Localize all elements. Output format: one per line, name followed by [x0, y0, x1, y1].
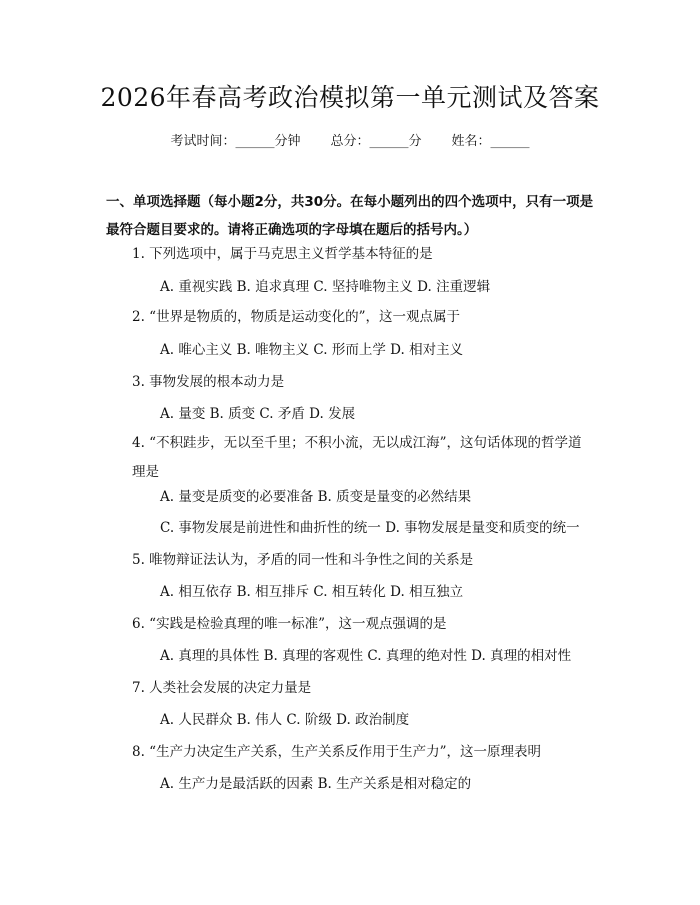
section-heading: 一、单项选择题（每小题2分，共30分。在每小题列出的四个选项中，只有一项是最符合题目要求的。请将正确选项的字母填在题后的括号内。）	[106, 194, 594, 238]
student-name-field: 姓名：______	[451, 134, 530, 149]
question-options: A. 人民群众 B. 伟人 C. 阶级 D. 政治制度	[160, 712, 410, 728]
exam-info-row	[0, 132, 700, 152]
page-title: 2026年春高考政治模拟第一单元测试及答案	[100, 83, 600, 112]
question-options: A. 生产力是最活跃的因素 B. 生产关系是相对稳定的	[160, 776, 472, 792]
question-stem: 5. 唯物辩证法认为，矛盾的同一性和斗争性之间的关系是	[132, 552, 474, 568]
question-stem: 8. “生产力决定生产关系，生产关系反作用于生产力”，这一原理表明	[132, 744, 541, 760]
question-options: A. 重视实践 B. 追求真理 C. 坚持唯物主义 D. 注重逻辑	[160, 279, 491, 295]
question-options: A. 唯心主义 B. 唯物主义 C. 形而上学 D. 相对主义	[160, 342, 464, 358]
question-options: A. 真理的具体性 B. 真理的客观性 C. 真理的绝对性 D. 真理的相对性	[160, 648, 572, 664]
question-stem: 3. 事物发展的根本动力是	[132, 374, 285, 390]
total-score-field: 总分：______分	[330, 134, 422, 149]
question-options: C. 事物发展是前进性和曲折性的统一 D. 事物发展是量变和质变的统一	[160, 520, 580, 536]
question-stem: 6. “实践是检验真理的唯一标准”，这一观点强调的是	[132, 616, 447, 632]
question-stem: 1. 下列选项中，属于马克思主义哲学基本特征的是	[132, 246, 433, 262]
exam-time-field: 考试时间：______分钟	[170, 134, 301, 149]
question-options: A. 量变是质变的必要准备 B. 质变是量变的必然结果	[160, 489, 472, 505]
question-stem: 4. “不积跬步，无以至千里；不积小流，无以成江海”，这句话体现的哲学道理是	[132, 435, 582, 480]
question-stem: 2. “世界是物质的，物质是运动变化的”，这一观点属于	[132, 309, 460, 325]
question-stem: 7. 人类社会发展的决定力量是	[132, 680, 312, 696]
question-options: A. 相互依存 B. 相互排斥 C. 相互转化 D. 相互独立	[160, 584, 464, 600]
question-options: A. 量变 B. 质变 C. 矛盾 D. 发展	[160, 406, 356, 422]
